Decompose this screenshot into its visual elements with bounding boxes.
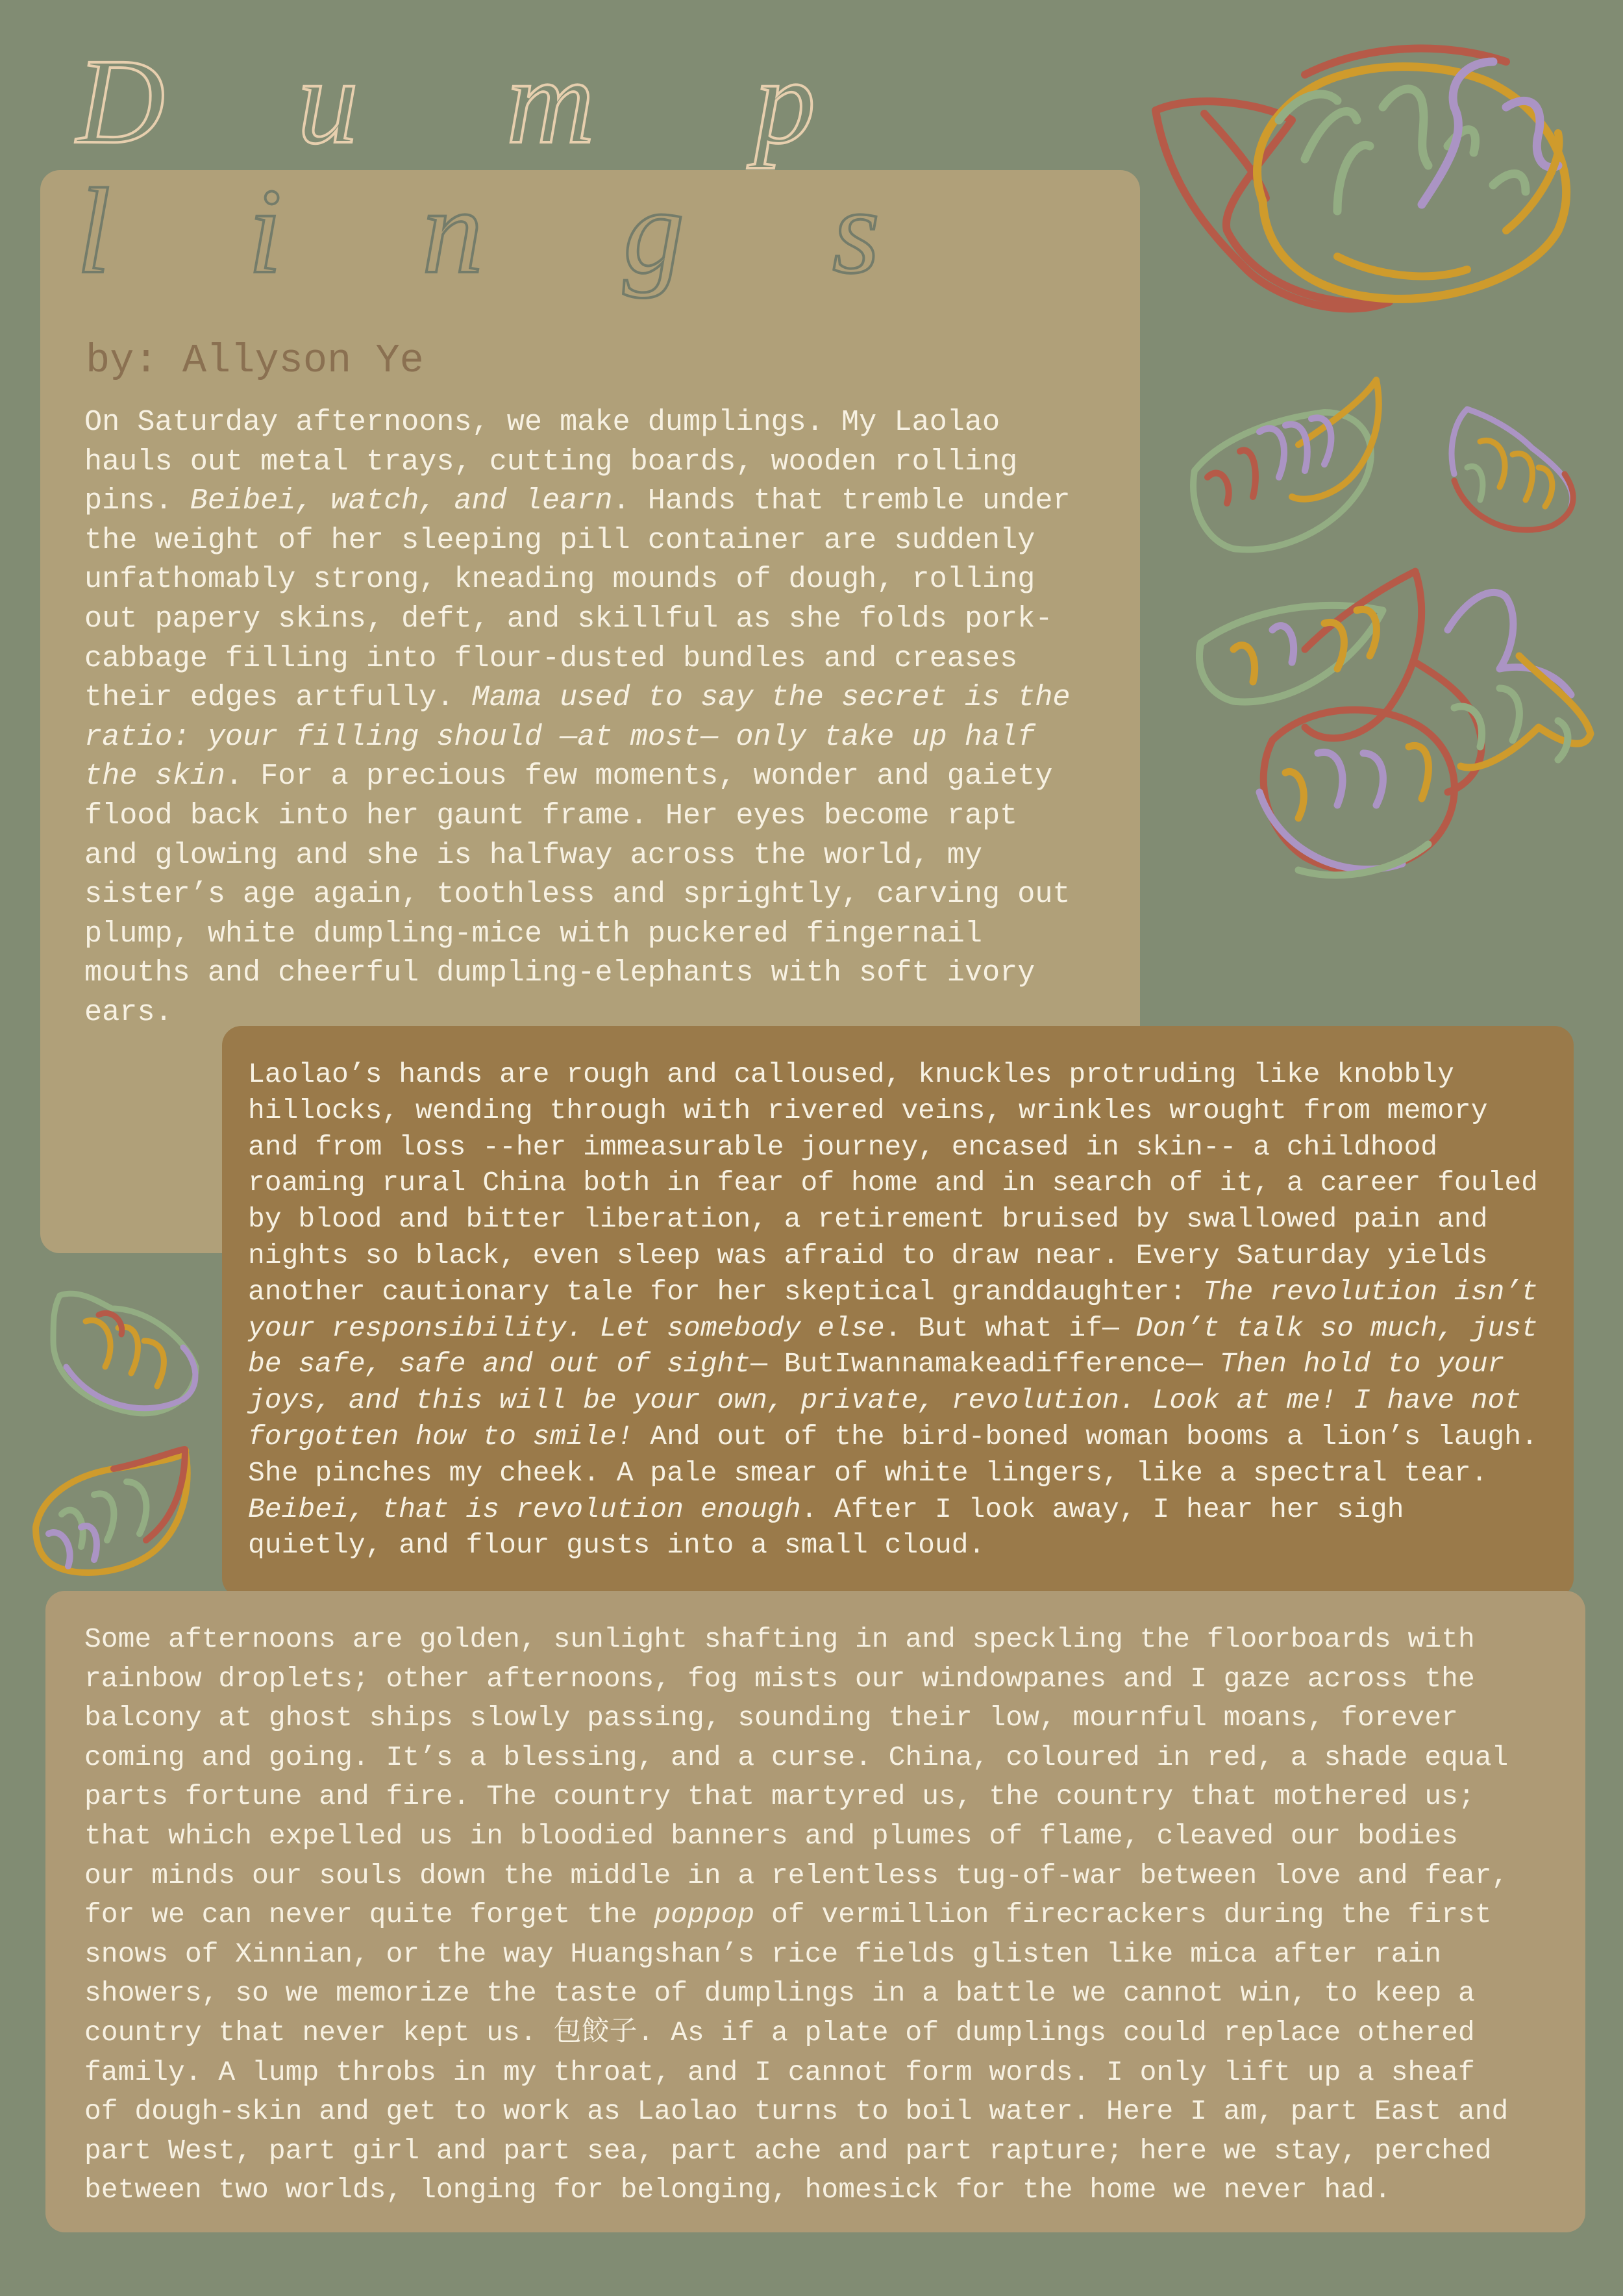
italic-text: Beibei, that is revolution enough xyxy=(248,1493,801,1525)
text-run: showers, so we memorize the taste of dumplings in a battle we cannot win, to keep a xyxy=(84,1977,1475,2010)
italic-text: The revolution isn’t xyxy=(1202,1275,1538,1308)
text-run: ears. xyxy=(84,995,173,1029)
text-run: between two worlds, longing for belonging, homesick for the home we never had. xyxy=(84,2174,1391,2206)
text-run: country that never kept us. 包餃子. As if a plate of dumplings could replace othered xyxy=(84,2016,1475,2049)
text-line xyxy=(84,1895,1508,1935)
italic-text: forgotten how to smile! xyxy=(248,1420,634,1453)
text-line xyxy=(248,1056,1538,1093)
paragraph-2 xyxy=(248,1056,1538,1564)
text-line xyxy=(84,521,1071,560)
text-line xyxy=(248,1346,1538,1382)
text-line xyxy=(84,836,1071,875)
text-run: quietly, and flour gusts into a small cloud. xyxy=(248,1529,985,1562)
text-run: flood back into her gaunt frame. Her eyes become rapt xyxy=(84,798,1018,832)
text-run: rainbow droplets; other afternoons, fog mists our windowpanes and I gaze across the xyxy=(84,1662,1475,1695)
title-letter: n xyxy=(422,163,483,299)
text-run: another cautionary tale for her skeptical granddaughter: xyxy=(248,1275,1203,1308)
italic-text: Don’t talk so much, just xyxy=(1135,1312,1538,1344)
text-line xyxy=(84,953,1071,993)
text-line xyxy=(248,1129,1538,1166)
italic-text: your responsibility. Let somebody else xyxy=(248,1312,885,1344)
text-line xyxy=(248,1165,1538,1201)
title-letter: p xyxy=(754,33,815,169)
text-line xyxy=(84,481,1071,521)
text-run: Some afternoons are golden, sunlight shafting in and speckling the floorboards with xyxy=(84,1623,1475,1655)
title-letter: g xyxy=(623,163,684,299)
text-line xyxy=(84,442,1071,482)
text-line xyxy=(84,639,1071,679)
text-line xyxy=(248,1455,1538,1491)
text-run: Laolao’s hands are rough and calloused, knuckles protruding like knobbly xyxy=(248,1058,1454,1090)
text-line xyxy=(84,560,1071,599)
text-line xyxy=(84,678,1071,718)
text-run: pins. xyxy=(84,484,190,518)
text-line xyxy=(84,2132,1508,2171)
text-line xyxy=(84,2053,1508,2093)
text-line xyxy=(248,1201,1538,1238)
text-run: . After I look away, I hear her sigh xyxy=(800,1493,1404,1525)
title-letter: D xyxy=(77,33,165,169)
title-letter: i xyxy=(248,163,282,299)
paragraph-3 xyxy=(84,1620,1508,2210)
text-line xyxy=(84,718,1071,757)
dumpling-icon xyxy=(29,1443,192,1579)
italic-text: Mama used to say the secret is the xyxy=(471,680,1071,715)
text-line xyxy=(248,1382,1538,1419)
text-line xyxy=(84,1699,1508,1738)
title-letter: s xyxy=(832,163,880,299)
text-run: On Saturday afternoons, we make dumplings. My Laolao xyxy=(84,405,1000,439)
dumpling-icon xyxy=(40,1282,203,1425)
dumpling-icon xyxy=(1441,396,1584,545)
text-line xyxy=(84,1620,1508,1660)
text-line xyxy=(84,914,1071,954)
text-line xyxy=(84,2171,1508,2210)
text-run: . But what if— xyxy=(884,1312,1136,1344)
text-line xyxy=(84,875,1071,914)
text-run: plump, white dumpling-mice with puckered fingernail xyxy=(84,916,982,951)
text-run: out papery skins, deft, and skillful as she folds pork- xyxy=(84,601,1053,636)
italic-text: the skin xyxy=(84,759,225,793)
text-line xyxy=(84,993,1071,1032)
italic-text: ratio: your filling should —at most— only take up half xyxy=(84,719,1035,754)
text-line xyxy=(84,403,1071,442)
text-run: . For a precious few moments, wonder and gaiety xyxy=(225,759,1053,793)
italic-text: Beibei, watch, and learn xyxy=(190,484,613,518)
text-run: sister’s age again, toothless and sprightly, carving out xyxy=(84,877,1071,912)
text-run: of dough-skin and get to work as Laolao turns to boil water. Here I am, part East and xyxy=(84,2095,1509,2128)
text-line xyxy=(84,599,1071,639)
title-letter: l xyxy=(77,163,111,299)
text-line xyxy=(84,796,1071,836)
text-run: and glowing and she is halfway across the world, my xyxy=(84,838,982,872)
text-run: — ButIwannamakeadifference— xyxy=(750,1348,1220,1380)
italic-text: poppop xyxy=(654,1899,755,1931)
title-letter: u xyxy=(297,33,358,169)
text-line xyxy=(248,1491,1538,1528)
text-line xyxy=(248,1419,1538,1455)
text-run: that which expelled us in bloodied banners and plumes of flame, cleaved our bodies xyxy=(84,1819,1458,1852)
text-line xyxy=(84,756,1071,796)
text-run: unfathomably strong, kneading mounds of dough, rolling xyxy=(84,562,1035,597)
text-line xyxy=(248,1274,1538,1310)
text-run: our minds our souls down the middle in a relentless tug-of-war between love and fear, xyxy=(84,1859,1509,1891)
text-run: cabbage filling into flour-dusted bundles and creases xyxy=(84,641,1018,675)
text-line xyxy=(84,1856,1508,1896)
italic-text: joys, and this will be your own, private, revolution. Look at me! I have not xyxy=(248,1384,1522,1417)
text-line xyxy=(248,1238,1538,1274)
text-run: coming and going. It’s a blessing, and a curse. China, coloured in red, a shade equal xyxy=(84,1741,1509,1773)
text-run: family. A lump throbs in my throat, and I cannot form words. I only lift up a sheaf xyxy=(84,2056,1475,2088)
text-line xyxy=(248,1093,1538,1129)
text-line xyxy=(84,2092,1508,2132)
paragraph-1 xyxy=(84,403,1071,1032)
text-line xyxy=(84,1817,1508,1856)
italic-text: Then hold to your xyxy=(1219,1348,1505,1380)
text-line xyxy=(84,1974,1508,2014)
text-run: mouths and cheerful dumpling-elephants with soft ivory xyxy=(84,956,1035,990)
text-run: hillocks, wending through with rivered veins, wrinkles wrought from memory xyxy=(248,1094,1488,1127)
text-run: . Hands that tremble under xyxy=(612,484,1071,518)
dumpling-cluster-icon xyxy=(1195,558,1597,890)
text-run: their edges artfully. xyxy=(84,680,472,715)
text-run: nights so black, even sleep was afraid to draw near. Every Saturday yields xyxy=(248,1239,1488,1271)
text-run: part West, part girl and part sea, part ache and part rapture; here we stay, perched xyxy=(84,2134,1492,2167)
text-line xyxy=(248,1310,1538,1347)
dumpling-icon xyxy=(1143,36,1584,321)
text-run: the weight of her sleeping pill container are suddenly xyxy=(84,523,1035,557)
text-run: And out of the bird-boned woman booms a lion’s laugh. xyxy=(633,1420,1538,1453)
text-run: snows of Xinnian, or the way Huangshan’s rice fields glisten like mica after rain xyxy=(84,1938,1442,1970)
text-run: by blood and bitter liberation, a retirement bruised by swallowed pain and xyxy=(248,1203,1488,1236)
title-letter: m xyxy=(506,33,595,169)
text-line xyxy=(84,1738,1508,1778)
text-run: parts fortune and fire. The country that martyred us, the country that mothered us; xyxy=(84,1780,1475,1813)
text-run: and from loss --her immeasurable journey, encased in skin-- a childhood xyxy=(248,1130,1438,1163)
text-line xyxy=(84,1660,1508,1699)
text-run: for we can never quite forget the xyxy=(84,1899,654,1931)
dumpling-icon xyxy=(1182,373,1389,562)
text-run: balcony at ghost ships slowly passing, sounding their low, mournful moans, forever xyxy=(84,1702,1458,1734)
text-line xyxy=(84,1935,1508,1975)
text-run: She pinches my cheek. A pale smear of white lingers, like a spectral tear. xyxy=(248,1456,1488,1489)
text-run: of vermillion firecrackers during the first xyxy=(754,1899,1492,1931)
byline: by: Allyson Ye xyxy=(86,338,424,384)
text-run: hauls out metal trays, cutting boards, wooden rolling xyxy=(84,444,1018,479)
text-line xyxy=(84,1777,1508,1817)
text-line xyxy=(84,2014,1508,2053)
text-run: roaming rural China both in fear of home and in search of it, a career fouled xyxy=(248,1167,1538,1199)
italic-text: be safe, safe and out of sight xyxy=(248,1348,751,1380)
text-line xyxy=(248,1527,1538,1564)
